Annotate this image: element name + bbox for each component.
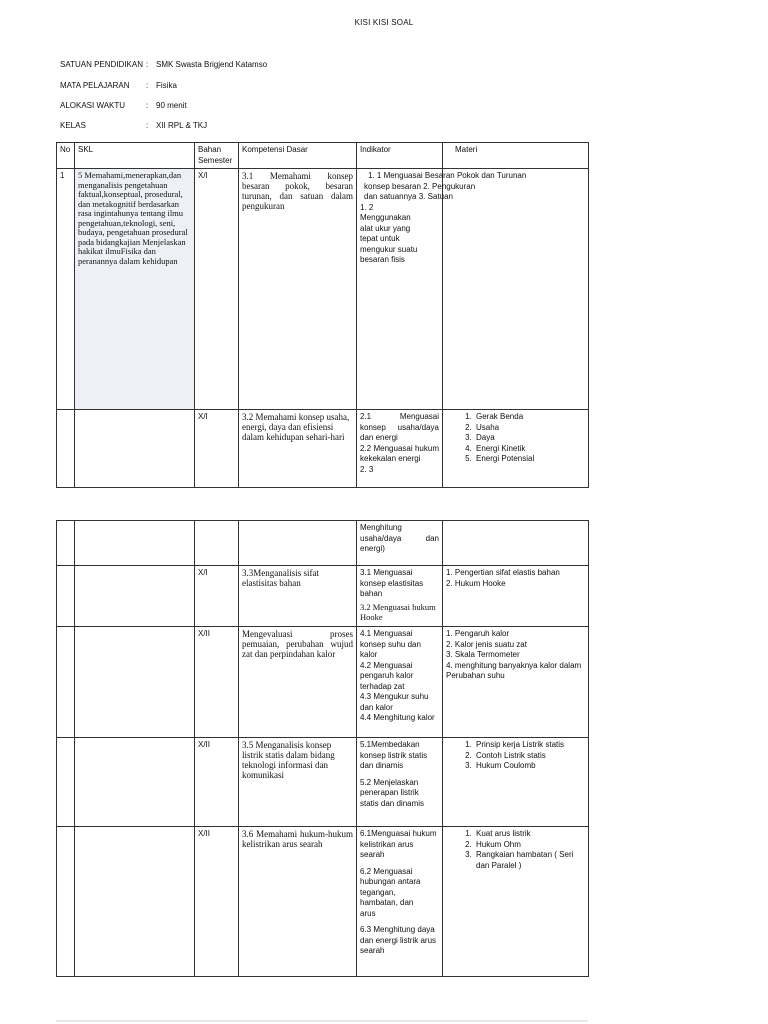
header-indikator: Indikator — [357, 143, 443, 169]
materi-item: 2. Kalor jenis suatu zat — [446, 639, 527, 649]
row-materi — [443, 827, 589, 977]
row-skl — [75, 566, 195, 627]
meta-value: 90 menit — [156, 101, 187, 110]
indikator-line: 2.2 Menguasai hukum kekekalan energi — [360, 443, 439, 463]
row-indikator — [357, 566, 443, 627]
meta-row-satuan — [60, 60, 267, 69]
indikator-line: 3.1 Menguasai konsep elastisitas bahan — [360, 568, 424, 598]
materi-item: 3. Skala Termometer — [446, 650, 520, 659]
indikator-line: 5.1Membedakan konsep listrik statis dan dinamis — [360, 740, 428, 770]
materi-item: 2. Hukum Ohm — [474, 840, 585, 851]
indikator-line: 1. 1 Menguasai Besaran Pokok dan Turunan — [368, 171, 527, 180]
indikator-line: 4.1 Menguasai konsep suhu dan kalor — [360, 629, 421, 659]
materi-item: 4. Energi Kinetik — [474, 444, 585, 455]
row-skl — [75, 738, 195, 827]
indikator-line: Menghitung usaha/daya dan energi) — [360, 523, 439, 553]
meta-label: KELAS — [60, 121, 86, 130]
header-skl: SKL — [75, 143, 195, 169]
row-indikator — [357, 410, 443, 488]
row-no — [57, 410, 75, 488]
table-row — [57, 827, 589, 977]
materi-item: 2. Hukum Hooke — [446, 578, 506, 588]
row-kd: Mengevaluasi proses pemuaian, perubahan wujud zat dan perpindahan kalor — [239, 627, 357, 738]
indikator-line: 4.3 Mengukur suhu dan kalor — [360, 692, 429, 712]
row-materi — [443, 169, 589, 410]
row-indikator — [357, 169, 527, 410]
indikator-line: dan satuannya 3. Satuan — [364, 192, 453, 201]
row-kd: 3.6 Memahami hukum-hukum kelistrikan arus searah — [239, 827, 357, 977]
materi-item: 1. Pengaruh kalor — [446, 629, 510, 638]
materi-item: 2. Usaha — [474, 423, 585, 434]
meta-colon: : — [146, 81, 149, 90]
table-row — [57, 521, 589, 566]
kisi-table-2 — [56, 520, 589, 977]
row-kd: 3.2 Memahami konsep usaha, energi, daya dan efisiensi dalam kehidupan sehari-hari — [239, 410, 357, 488]
row-skl — [75, 627, 195, 738]
row-indikator — [357, 738, 443, 827]
meta-row-mapel — [60, 81, 177, 90]
meta-value: SMK Swasta Brigjend Katamso — [156, 60, 268, 69]
row-skl: 5 Memahami,menerapkan,dan menganalisis pengetahuan faktual,konseptual, prosedural, dan metakognitif berdasarkan rasa ingintahunya tentang ilmu pengetahuan,teknologi, seni, budaya, pengetahuan prosedural pada bidangkajian Menjelaskan hakikat ilmuFisika dan peranannya dalam kehidupan — [75, 169, 195, 410]
row-skl — [75, 410, 195, 488]
materi-item: 1. Prinsip kerja Listrik statis — [474, 740, 585, 751]
meta-row-kelas — [60, 121, 207, 130]
materi-item: 1. Kuat arus listrik — [474, 829, 585, 840]
row-materi — [443, 738, 589, 827]
indikator-line: 4.2 Menguasai pengaruh kalor terhadap zat — [360, 660, 414, 691]
header-no: No — [57, 143, 75, 169]
meta-value: Fisika — [156, 81, 177, 90]
materi-item: 1. Pengertian sifat elastis bahan — [446, 568, 560, 577]
materi-item: 2. Contoh Listrik statis — [474, 751, 585, 762]
row-kd: 3.5 Menganalisis konsep listrik statis dalam bidang teknologi informasi dan komunikasi — [239, 738, 357, 827]
meta-colon: : — [146, 101, 149, 110]
materi-item: 3. Rangkaian hambatan ( Seri dan Paralel ) — [474, 850, 585, 871]
row-bahan: X/II — [195, 627, 239, 738]
materi-item: 4. menghitung banyaknya kalor dalam Perubahan suhu — [446, 660, 582, 680]
header-bahan: Bahan Semester — [195, 143, 239, 169]
indikator-line: 6.2 Menguasai hubungan antara tegangan, hambatan, dan arus — [360, 866, 421, 918]
meta-label: SATUAN PENDIDIKAN — [60, 60, 143, 69]
row-materi — [443, 410, 589, 488]
row-no — [57, 566, 75, 627]
row-bahan: X/II — [195, 827, 239, 977]
table-row — [57, 410, 589, 488]
row-no — [57, 521, 75, 566]
row-indikator — [357, 521, 443, 566]
row-indikator — [357, 827, 443, 977]
meta-label: MATA PELAJARAN — [60, 81, 130, 90]
materi-list — [446, 740, 585, 772]
row-bahan: X/I — [195, 410, 239, 488]
indikator-line: 4.4 Menghitung kalor — [360, 713, 435, 722]
row-kd — [239, 521, 357, 566]
header-materi: Materi — [443, 143, 589, 169]
row-bahan: X/II — [195, 738, 239, 827]
row-no: 1 — [57, 169, 75, 410]
indikator-line: Menggunakan alat ukur yang tepat untuk mengukur suatu besaran fisis — [360, 213, 418, 264]
indikator-line: 6.1Menguasai hukum kelistrikan arus searah — [360, 829, 437, 859]
materi-item: 3. Daya — [474, 433, 585, 444]
row-bahan — [195, 521, 239, 566]
table-row — [57, 169, 589, 410]
meta-colon: : — [146, 121, 149, 130]
row-bahan: X/I — [195, 169, 239, 410]
meta-colon: : — [146, 60, 149, 69]
indikator-line: 5.2 Menjelaskan penerapan listrik statis dan dinamis — [360, 777, 425, 808]
row-no — [57, 738, 75, 827]
indikator-line: 3.2 Menguasai hukum Hooke — [360, 601, 436, 622]
row-indikator — [357, 627, 443, 738]
document-title: KISI KISI SOAL — [354, 18, 414, 27]
materi-item: 1. Gerak Benda — [474, 412, 585, 423]
indikator-line: 1. 2 — [360, 202, 374, 212]
indikator-line: 6.3 Menghitung daya dan energi listrik arus searah — [360, 925, 437, 955]
meta-label: ALOKASI WAKTU — [60, 101, 126, 110]
row-bahan: X/I — [195, 566, 239, 627]
table-header-row — [57, 143, 589, 169]
indikator-line: 2.1 Menguasai konsep usaha/daya dan energi — [360, 412, 439, 442]
row-no — [57, 627, 75, 738]
table-row — [57, 566, 589, 627]
indikator-line: konsep besaran 2. Pengukuran — [364, 181, 476, 191]
page-divider — [56, 1020, 588, 1022]
row-kd: 3.3Menganalisis sifat elastisitas bahan — [239, 566, 357, 627]
row-kd: 3.1 Memahami konsep besaran pokok, besaran turunan, dan satuan dalam pengukuran — [239, 169, 357, 410]
header-kd: Kompetensi Dasar — [239, 143, 357, 169]
indikator-line: 2. 3 — [360, 464, 374, 474]
materi-list — [446, 412, 585, 465]
materi-list — [446, 829, 585, 871]
meta-row-alokasi — [60, 101, 187, 110]
meta-value: XII RPL & TKJ — [156, 121, 208, 130]
row-materi — [443, 627, 589, 738]
table-row — [57, 627, 589, 738]
row-no — [57, 827, 75, 977]
materi-item: 3. Hukum Coulomb — [474, 761, 585, 772]
row-skl — [75, 521, 195, 566]
row-materi — [443, 521, 589, 566]
kisi-table-1 — [56, 142, 589, 488]
row-materi — [443, 566, 589, 627]
table-row — [57, 738, 589, 827]
materi-item: 5. Energi Potensial — [474, 454, 585, 465]
row-skl — [75, 827, 195, 977]
